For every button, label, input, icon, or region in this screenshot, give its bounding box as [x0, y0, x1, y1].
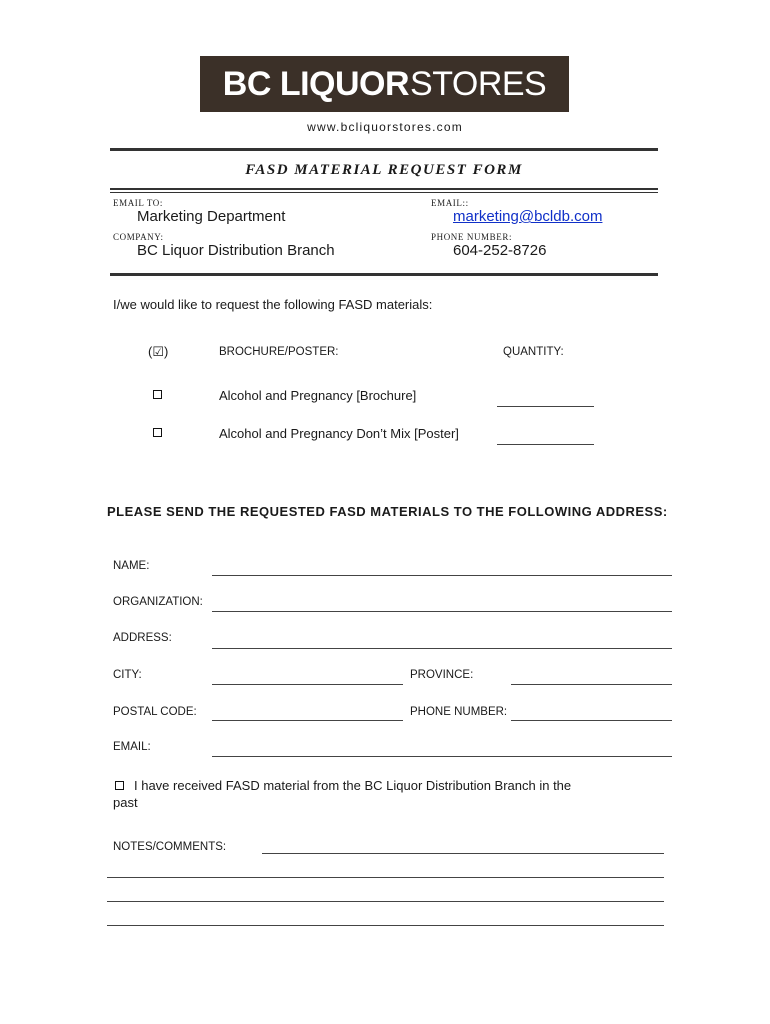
organization-label: ORGANIZATION:	[113, 596, 203, 608]
postal-code-field[interactable]	[212, 720, 403, 721]
phone-label: PHONE NUMBER:	[431, 232, 513, 242]
name-label: NAME:	[113, 560, 150, 572]
received-checkbox[interactable]	[115, 781, 124, 790]
address-field[interactable]	[212, 648, 672, 649]
province-label: PROVINCE:	[410, 669, 474, 681]
logo-thin-text: STORES	[410, 64, 547, 103]
brochure-quantity-line[interactable]	[497, 406, 594, 407]
company-label: COMPANY:	[113, 232, 164, 242]
city-field[interactable]	[212, 684, 403, 685]
notes-line-3[interactable]	[107, 901, 664, 902]
email-link[interactable]: marketing@bcldb.com	[453, 208, 603, 225]
brochure-checkbox[interactable]	[153, 390, 162, 399]
notes-label: NOTES/COMMENTS:	[113, 841, 227, 853]
website-url[interactable]: www.bcliquorstores.com	[307, 120, 463, 134]
phone-number-field[interactable]	[511, 720, 672, 721]
company-value: BC Liquor Distribution Branch	[137, 242, 335, 259]
email-label: EMAIL::	[431, 198, 469, 208]
poster-checkbox[interactable]	[153, 428, 162, 437]
email-address-label: EMAIL:	[113, 741, 151, 753]
brochure-item-label: Alcohol and Pregnancy [Brochure]	[219, 388, 417, 403]
received-text-line1: I have received FASD material from the BC Liquor Distribution Branch in the	[134, 778, 572, 793]
phone-value: 604-252-8726	[453, 242, 547, 259]
poster-item-label: Alcohol and Pregnancy Don’t Mix [Poster]	[219, 426, 459, 441]
province-field[interactable]	[511, 684, 672, 685]
name-field[interactable]	[212, 575, 672, 576]
poster-quantity-line[interactable]	[497, 444, 594, 445]
city-label: CITY:	[113, 669, 142, 681]
logo-bold-text: BC LIQUOR	[222, 64, 410, 103]
quantity-column-header: QUANTITY:	[503, 346, 564, 358]
brochure-column-header: BROCHURE/POSTER:	[219, 346, 339, 358]
request-intro: I/we would like to request the following FASD materials:	[113, 297, 433, 312]
received-text-line2: past	[113, 795, 138, 810]
title-rule-1	[110, 188, 658, 190]
title-rule-2	[110, 192, 658, 193]
email-to-label: EMAIL TO:	[113, 198, 163, 208]
address-heading: PLEASE SEND THE REQUESTED FASD MATERIALS TO THE FOLLOWING ADDRESS:	[107, 504, 668, 519]
notes-line-4[interactable]	[107, 925, 664, 926]
email-address-field[interactable]	[212, 756, 672, 757]
notes-line-2[interactable]	[107, 877, 664, 878]
notes-line-1[interactable]	[262, 853, 664, 854]
phone-number-label: PHONE NUMBER:	[410, 706, 508, 718]
postal-code-label: POSTAL CODE:	[113, 706, 197, 718]
organization-field[interactable]	[212, 611, 672, 612]
top-rule	[110, 148, 658, 151]
contact-bottom-rule	[110, 273, 658, 276]
bc-liquor-stores-logo	[200, 56, 569, 112]
form-title: FASD MATERIAL REQUEST FORM	[245, 162, 523, 178]
email-to-value: Marketing Department	[137, 208, 286, 225]
address-label: ADDRESS:	[113, 632, 172, 644]
check-column-header: (☑)	[148, 344, 169, 359]
